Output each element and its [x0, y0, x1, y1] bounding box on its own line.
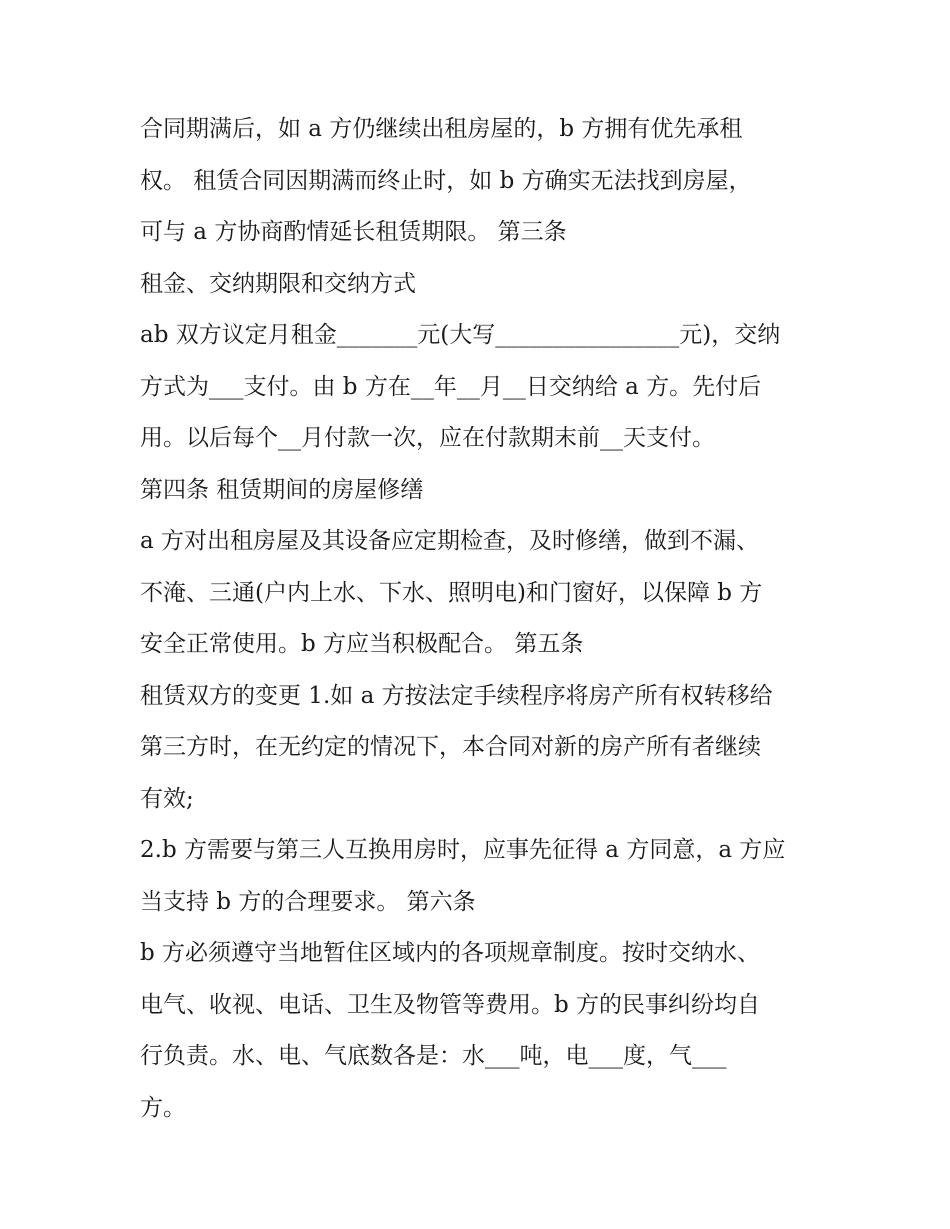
text-line: 2.b 方需要与第三人互换用房时，应事先征得 a 方同意，a 方应	[140, 837, 786, 863]
text-line: 可与 a 方协商酌情延长租赁期限。 第三条	[140, 219, 567, 245]
text-line: 安全正常使用。b 方应当积极配合。 第五条	[140, 631, 584, 657]
text-line: 用。以后每个__月付款一次，应在付款期末前__天支付。	[140, 425, 715, 451]
text-line: 合同期满后，如 a 方仍继续出租房屋的，b 方拥有优先承租	[140, 116, 743, 142]
text-line: ab 双方议定月租金_______元(大写________________元)，交纳	[140, 322, 781, 348]
text-line: 当支持 b 方的合理要求。 第六条	[140, 888, 476, 915]
text-line: 权。 租赁合同因期满而终止时，如 b 方确实无法找到房屋，	[140, 167, 752, 194]
text-line: 方。	[140, 1094, 186, 1121]
text-line: 行负责。水、电、气底数各是：水___吨，电___度，气___	[140, 1043, 727, 1069]
text-line: 方式为___支付。由 b 方在__年__月__日交纳给 a 方。先付后	[140, 373, 762, 400]
section-heading-rent: 租金、交纳期限和交纳方式	[140, 270, 416, 297]
text-line: 租赁双方的变更 1.如 a 方按法定手续程序将房产所有权转移给	[140, 682, 773, 709]
text-line: 有效;	[140, 785, 194, 812]
text-line: 第三方时，在无约定的情况下，本合同对新的房产所有者继续	[140, 734, 761, 760]
text-line: 电气、收视、电话、卫生及物管等费用。b 方的民事纠纷均自	[140, 991, 761, 1018]
contract-text-body	[140, 104, 820, 1134]
text-line: a 方对出租房屋及其设备应定期检查，及时修缮，做到不漏、	[140, 528, 760, 554]
text-line: 不淹、三通(户内上水、下水、照明电)和门窗好，以保障 b 方	[140, 579, 763, 606]
text-line: b 方必须遵守当地暂住区域内的各项规章制度。按时交纳水、	[140, 940, 761, 966]
section-heading-repairs: 第四条 租赁期间的房屋修缮	[140, 476, 424, 503]
